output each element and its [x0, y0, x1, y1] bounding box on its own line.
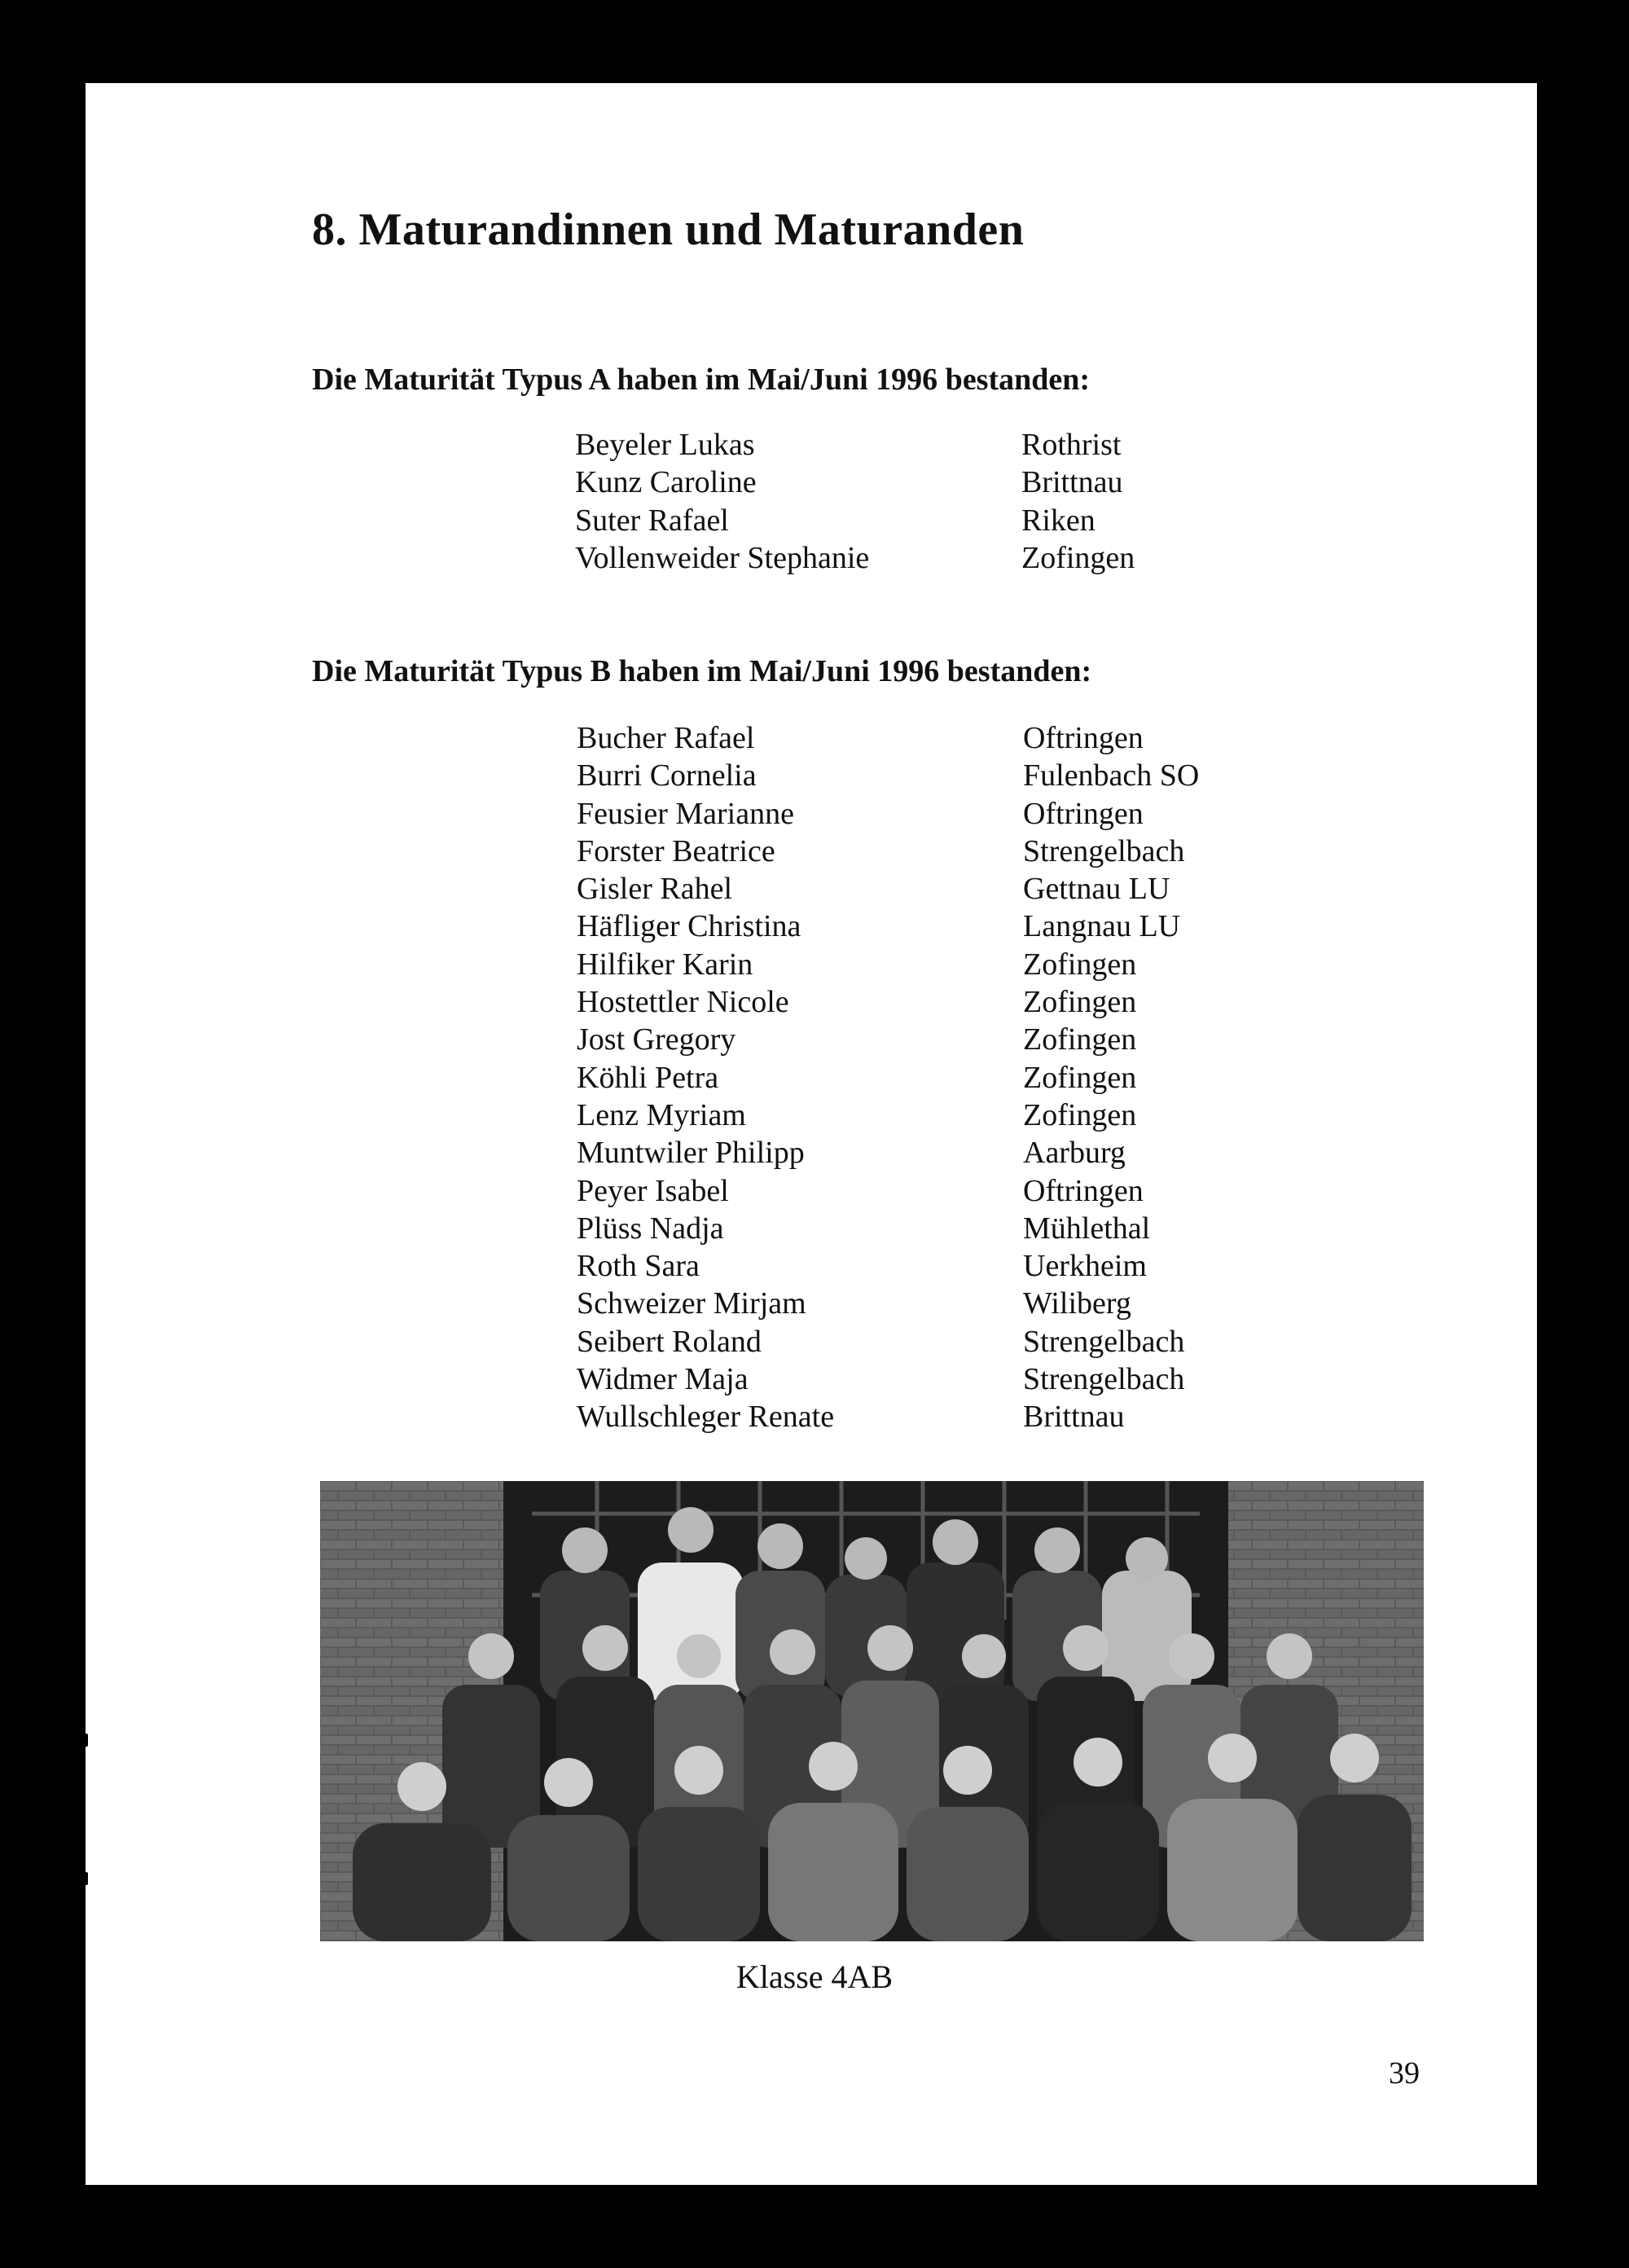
photo-caption: Klasse 4AB	[735, 1958, 894, 1995]
student-name: Schweizer Mirjam	[577, 1286, 806, 1321]
student-place: Zofingen	[1023, 1097, 1137, 1132]
student-place: Riken	[1021, 503, 1096, 538]
student-place: Strengelbach	[1023, 1362, 1185, 1397]
student-name: Bucher Rafael	[577, 721, 755, 755]
student-place: Langnau LU	[1023, 909, 1181, 944]
page-heading: 8. Maturandinnen und Maturanden	[312, 204, 1025, 255]
student-name: Burri Cornelia	[577, 758, 757, 793]
student-name: Hilfiker Karin	[577, 947, 753, 982]
student-place: Oftringen	[1023, 1173, 1144, 1208]
student-name: Forster Beatrice	[577, 833, 775, 868]
student-name: Gisler Rahel	[577, 872, 733, 907]
student-place: Gettnau LU	[1023, 872, 1170, 907]
student-name: Widmer Maja	[577, 1362, 749, 1397]
page-number: 39	[1389, 2056, 1420, 2090]
student-name: Hostettler Nicole	[577, 985, 789, 1020]
student-place: Fulenbach SO	[1023, 758, 1200, 793]
student-place: Brittnau	[1023, 1400, 1125, 1435]
student-name: Jost Gregory	[577, 1022, 736, 1057]
student-name: Vollenweider Stephanie	[575, 540, 870, 575]
student-name: Köhli Petra	[577, 1060, 719, 1095]
class-photo	[320, 1481, 1424, 1941]
student-name: Muntwiler Philipp	[577, 1136, 805, 1171]
section-title-typus-b: Die Maturität Typus B haben im Mai/Juni 1996 bestanden:	[312, 654, 1092, 688]
student-place: Zofingen	[1021, 540, 1135, 575]
student-place: Zofingen	[1023, 1060, 1137, 1095]
student-place: Uerkheim	[1023, 1249, 1147, 1284]
student-place: Mühlethal	[1023, 1211, 1151, 1246]
student-place: Strengelbach	[1023, 1324, 1185, 1359]
student-name: Suter Rafael	[575, 503, 729, 538]
student-place: Zofingen	[1023, 985, 1137, 1020]
student-name: Seibert Roland	[577, 1324, 762, 1359]
student-name: Plüss Nadja	[577, 1211, 724, 1246]
class-photo-graphic	[320, 1481, 1424, 1941]
student-place: Strengelbach	[1023, 833, 1185, 868]
student-place: Wiliberg	[1023, 1286, 1131, 1321]
scan-mark	[83, 1872, 88, 1885]
student-place: Oftringen	[1023, 796, 1144, 831]
student-place: Zofingen	[1023, 947, 1137, 982]
student-name: Beyeler Lukas	[575, 428, 755, 462]
student-name: Häfliger Christina	[577, 909, 801, 944]
student-name: Wullschleger Renate	[577, 1400, 835, 1435]
student-place: Zofingen	[1023, 1022, 1137, 1057]
student-name: Kunz Caroline	[575, 465, 757, 500]
section-title-typus-a: Die Maturität Typus A haben im Mai/Juni 1996 bestanden:	[312, 363, 1091, 397]
student-name: Roth Sara	[577, 1249, 700, 1284]
student-place: Aarburg	[1023, 1136, 1126, 1171]
student-place: Brittnau	[1021, 465, 1123, 500]
scan-mark	[83, 1734, 88, 1747]
student-name: Peyer Isabel	[577, 1173, 729, 1208]
student-place: Rothrist	[1021, 428, 1122, 462]
student-name: Lenz Myriam	[577, 1097, 746, 1132]
student-name: Feusier Marianne	[577, 796, 794, 831]
student-place: Oftringen	[1023, 721, 1144, 755]
